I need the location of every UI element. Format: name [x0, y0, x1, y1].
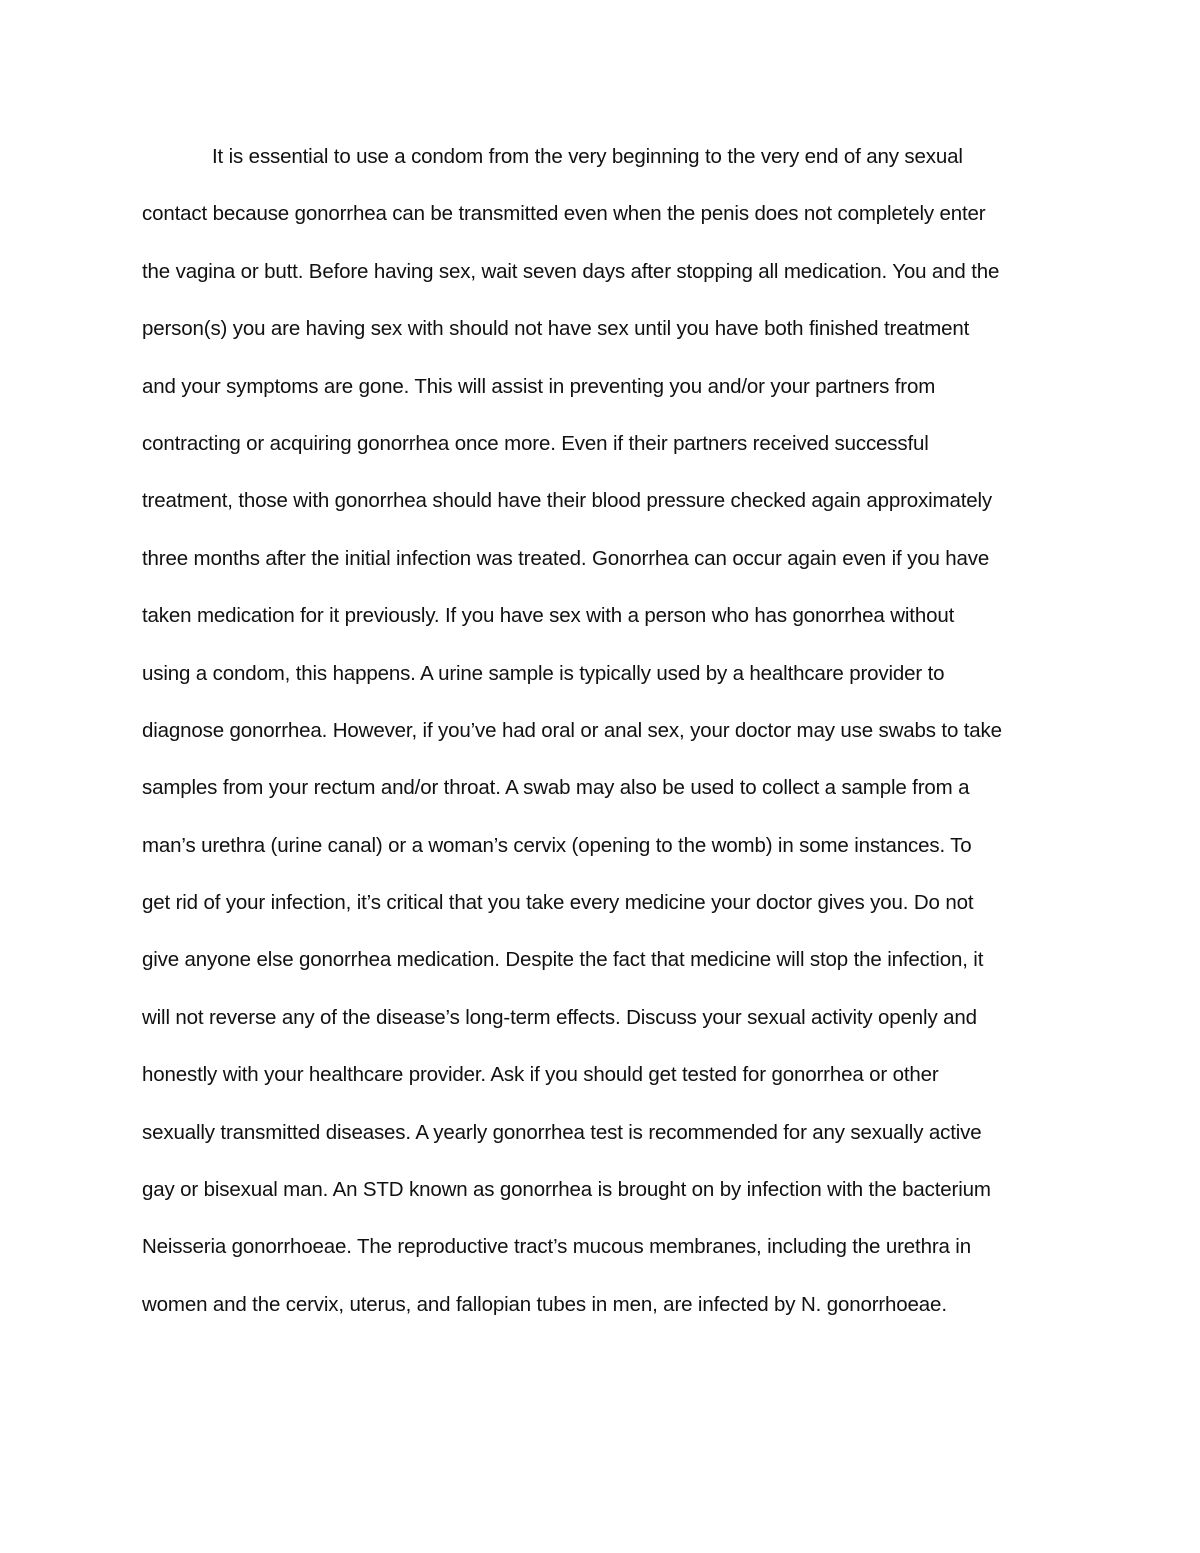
paragraph-line: three months after the initial infection was treated. Gonorrhea can occur again even if you have: [142, 546, 990, 570]
paragraph-line: get rid of your infection, it’s critical that you take every medicine your doctor gives you. Do not: [142, 891, 974, 915]
paragraph-line: using a condom, this happens. A urine sample is typically used by a healthcare provider to: [142, 661, 945, 685]
paragraph-line: give anyone else gonorrhea medication. Despite the fact that medicine will stop the infection, it: [142, 948, 984, 972]
paragraph-line: will not reverse any of the disease’s long-term effects. Discuss your sexual activity openly and: [142, 1005, 977, 1029]
paragraph-line: treatment, those with gonorrhea should have their blood pressure checked again approximately: [142, 489, 992, 513]
paragraph-line: person(s) you are having sex with should not have sex until you have both finished treatment: [142, 317, 970, 341]
paragraph-line: taken medication for it previously. If you have sex with a person who has gonorrhea without: [142, 604, 955, 628]
body-paragraph: [142, 128, 1062, 1333]
paragraph-line: contact because gonorrhea can be transmitted even when the penis does not completely enter: [142, 202, 986, 226]
paragraph-line: honestly with your healthcare provider. Ask if you should get tested for gonorrhea or other: [142, 1063, 939, 1087]
paragraph-line: gay or bisexual man. An STD known as gonorrhea is brought on by infection with the bacterium: [142, 1178, 991, 1202]
paragraph-line: sexually transmitted diseases. A yearly gonorrhea test is recommended for any sexually active: [142, 1120, 982, 1144]
paragraph-line: contracting or acquiring gonorrhea once more. Even if their partners received successful: [142, 431, 929, 455]
paragraph-line: samples from your rectum and/or throat. A swab may also be used to collect a sample from a: [142, 776, 970, 800]
paragraph-line: Neisseria gonorrhoeae. The reproductive tract’s mucous membranes, including the urethra in: [142, 1235, 971, 1259]
paragraph-line: the vagina or butt. Before having sex, wait seven days after stopping all medication. You and the: [142, 259, 1000, 283]
paragraph-line: It is essential to use a condom from the very beginning to the very end of any sexual: [212, 145, 963, 168]
paragraph-line: man’s urethra (urine canal) or a woman’s cervix (opening to the womb) in some instances. To: [142, 833, 972, 857]
paragraph-line: women and the cervix, uterus, and fallopian tubes in men, are infected by N. gonorrhoeae.: [142, 1292, 947, 1316]
paragraph-line: and your symptoms are gone. This will assist in preventing you and/or your partners from: [142, 374, 936, 398]
paragraph-line: diagnose gonorrhea. However, if you’ve had oral or anal sex, your doctor may use swabs to take: [142, 718, 1002, 742]
